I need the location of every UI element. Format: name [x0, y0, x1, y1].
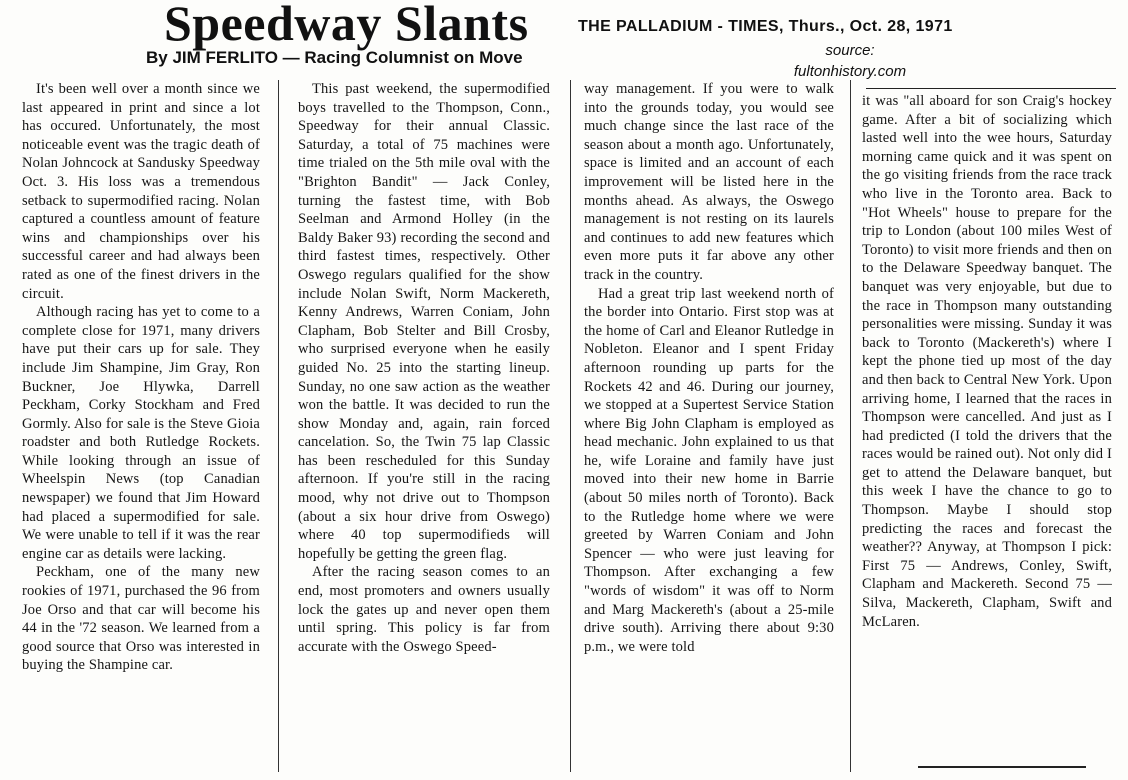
- paragraph: After the racing season comes to an end, most promoters and owners usually lock the gates up and never open them until spring. This policy is far from accurate with the Oswego Speed-: [298, 564, 550, 655]
- paragraph: Had a great trip last weekend north of the border into Ontario. First stop was at the home of Carl and Eleanor Rutledge in Nobleton. Eleanor and I spent Friday afternoon rounding up parts for the Rockets 42 and 46. During our journey, we stopped at a Supertest Service Station where Big John Clapham is employed as head mechanic. John explained to us that he, wife Loraine and family have just moved into their new home in Barrie (about 50 miles north of Toronto). Back to the Rutledge home where we were greeted by Warren Coniam and John Spencer — who were just leaving for Thompson. After exchanging a few "words of wisdom" it was off to Norm and Marg Mackereth's (about a 25-mile drive south). Arriving there about 9:30 p.m., we were told: [584, 285, 834, 655]
- source-label: source:: [825, 42, 875, 59]
- end-rule: [918, 766, 1086, 768]
- article-column-2: [298, 80, 550, 656]
- byline: By JIM FERLITO — Racing Columnist on Move: [146, 48, 523, 67]
- column-divider: [278, 80, 279, 772]
- paragraph: way management. If you were to walk into the grounds today, you would see much change since the last race of the season about a month ago. Unfortunately, space is limited and an account of each improvement will be listed here in the months ahead. As always, the Oswego management is not resting on its laurels and continues to add new features which even more puts it far above any other track in the country.: [584, 81, 834, 283]
- source-site: fultonhistory.com: [793, 63, 907, 80]
- article-column-1: [22, 80, 260, 675]
- paragraph: it was "all aboard for son Craig's hockey game. After a bit of socializing which lasted well into the wee hours, Saturday morning came quick and it was spent on the go visiting friends from the race track who live in the Toronto area. Back to "Hot Wheels" house to prepare for the trip to London (about 100 miles West of Toronto) to visit more friends and then on to the Delaware Speedway banquet. The banquet was very enjoyable, but due to the race in Thompson many outstanding personalities were missing. Sunday it was back to Toronto (Mackereth's) where I kept the phone tied up most of the day and then back to Central New York. Upon arriving home, I learned that the races in Thompson were cancelled. And just as I had predicted (I told the drivers that the races would be rained out). Not only did I get to attend the Delaware banquet, but this week I have the chance to go to Thompson. Maybe I should stop predicting the races and forecast the weather?? Anyway, at Thompson I pick: First 75 — Andrews, Conley, Swift, Clapham and Mackereth. Second 75 — Silva, Mackereth, Clapham, Swift and McLaren.: [862, 93, 1112, 630]
- source-note: [760, 40, 940, 82]
- column-divider: [850, 80, 851, 772]
- paragraph: Although racing has yet to come to a complete close for 1971, many drivers have put their cars up for sale. They include Jim Shampine, Jim Gray, Ron Buckner, Joe Hlywka, Darrell Peckham, Corky Stockham and Fred Gormly. Also for sale is the Steve Gioia roadster and both Rutledge Rockets. While looking through an issue of Wheelspin News (top Canadian newspaper) we found that Jim Howard had placed a supermodified for sale. We were unable to tell if it was the rear engine car as details were lacking.: [22, 304, 260, 562]
- column-top-rule: [866, 88, 1116, 89]
- column-title: Speedway Slants: [164, 0, 529, 51]
- column-divider: [570, 80, 571, 772]
- paragraph: This past weekend, the supermodified boys travelled to the Thompson, Conn., Speedway for their annual Classic. Saturday, a total of 75 machines were time trialed on the 5th mile oval with the "Brighton Bandit" — Jack Conley, turning the fastest time, with Bob Seelman and Armond Holley (in the Baldy Baker 93) recording the second and third fastest times, respectively. Other Oswego regulars qualified for the show include Nolan Swift, Norm Mackereth, Kenny Andrews, Warren Coniam, John Clapham, Bob Stelter and Bill Crosby, who surprised everyone when he easily guided No. 25 into the starting lineup. Sunday, no one saw action as the weather won the battle. It was decided to run the show Monday and, again, rain forced cancelation. So, the Twin 75 lap Classic has been rescheduled for this Sunday afternoon. If you're still in the racing mood, why not drive out to Thompson (about a six hour drive from Oswego) where 40 top supermodifieds will hopefully be getting the green flag.: [298, 81, 550, 562]
- paragraph: It's been well over a month since we last appeared in print and since a lot has occured. Unfortunately, the most noticeable event was the tragic death of Nolan Johncock at Sandusky Speedway Oct. 3. His loss was a tremendous setback to supermodified racing. Nolan captured a countless amount of feature wins and championships over his successful career and had always been rated as one of the finest drivers in the circuit.: [22, 81, 260, 302]
- newspaper-dateline: THE PALLADIUM - TIMES, Thurs., Oct. 28, 1971: [578, 18, 953, 35]
- paragraph: Peckham, one of the many new rookies of 1971, purchased the 96 from Joe Orso and that car will become his 44 in the '72 season. We learned from a good source that Orso was interested in buying the Shampine car.: [22, 564, 260, 674]
- article-column-3: [584, 80, 834, 656]
- article-column-4: [862, 92, 1112, 631]
